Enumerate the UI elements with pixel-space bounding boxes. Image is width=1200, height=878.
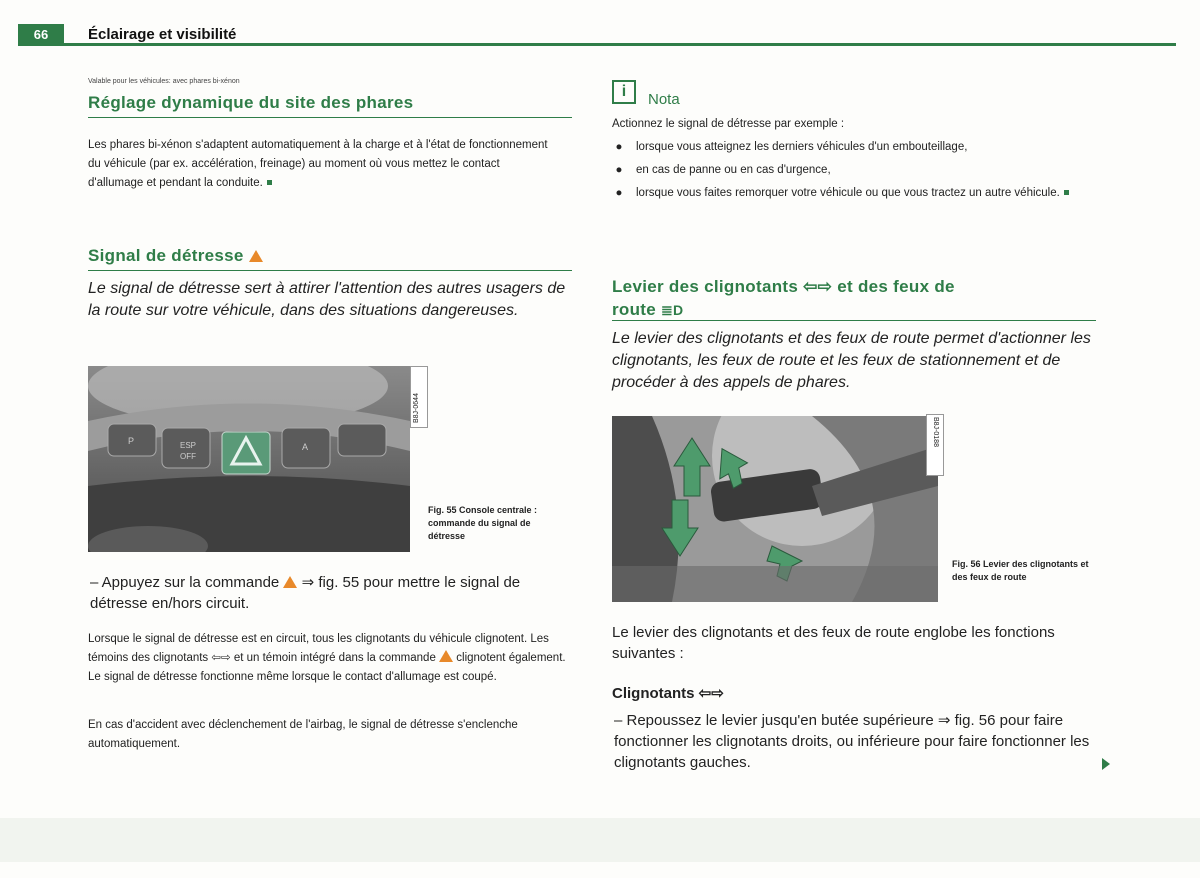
esp-top-label: ESP <box>180 441 197 450</box>
section-rule <box>612 320 1096 321</box>
park-label: P <box>128 436 135 446</box>
info-icon: i <box>612 80 636 104</box>
nota-label: Nota <box>648 91 680 108</box>
section-title-headlight-leveling: Réglage dynamique du site des phares <box>88 93 414 112</box>
section-title-turn-signal-lever: Levier des clignotants ⇦⇨ et des feux de route ≣D <box>612 277 955 319</box>
nota-bullet-list <box>612 138 1102 203</box>
section-title-hazard: Signal de détresse <box>88 246 263 266</box>
lever-lead-text: Le levier des clignotants et des feux de route permet d'actionner les clignotants, les feux de route et les feux de stationnement et de procéder à des appels de phares. <box>612 330 1091 391</box>
high-beam-icon: ≣D <box>661 302 684 318</box>
figure-56-code-box: B8J-0188 <box>926 414 944 476</box>
section-rule <box>88 117 572 118</box>
nota-intro: Actionnez le signal de détresse par exemple : <box>612 118 845 130</box>
hazard-paragraph-2: En cas d'accident avec déclenchement de l'airbag, le signal de détresse s'enclenche automatiquement. <box>88 719 518 750</box>
headlight-paragraph: Les phares bi-xénon s'adaptent automatiquement à la charge et à l'état de fonctionnement du véhicule (par ex. accélération, freinage) au moment où vous mettez le contact d'allumage et pendant la conduite. <box>88 139 548 189</box>
figure-55-image <box>88 366 410 552</box>
figure-55-code-box: B8J-0644 <box>410 366 428 428</box>
nota-bullet: ● lorsque vous atteignez les derniers véhicules d'un embouteillage, <box>615 141 968 153</box>
footer-band <box>0 818 1200 862</box>
turn-signal-instruction: – Repoussez le levier jusqu'en butée supérieure ⇒ fig. 56 pour faire fonctionner les clignotants droits, ou inférieure pour faire fonctionner les clignotants gauches. <box>614 712 1090 771</box>
lever-paragraph: Le levier des clignotants et des feux de route englobe les fonctions suivantes : <box>612 624 1055 662</box>
hazard-warning-icon <box>283 576 297 588</box>
page-number: 66 <box>18 24 64 46</box>
hazard-paragraph-1: Lorsque le signal de détresse est en circuit, tous les clignotants du véhicule clignotent. Les témoins des clignotants ⇦⇨ et un témoin intégré dans la commande clignotent également. Le signal de détresse fonctionne même lorsque le contact d'allumage est coupé. <box>88 633 566 683</box>
turn-signals-subheading: Clignotants ⇦⇨ <box>612 685 724 702</box>
ac-label: A <box>302 442 309 452</box>
hazard-lead-text: Le signal de détresse sert à attirer l'attention des autres usagers de la route sur votre véhicule, dans des situations dangereuses. <box>88 280 566 319</box>
figure-55-caption: Fig. 55 Console centrale : commande du signal de détresse <box>428 505 538 541</box>
continue-arrow-icon <box>1102 758 1110 770</box>
nota-bullet: ● lorsque vous faites remorquer votre véhicule ou que vous tractez un autre véhicule. <box>612 184 1102 203</box>
hazard-warning-icon <box>249 250 263 262</box>
applicability-note: Valable pour les véhicules: avec phares bi-xénon <box>88 78 240 85</box>
chapter-title: Éclairage et visibilité <box>88 26 237 43</box>
hazard-warning-icon <box>439 650 453 662</box>
header-rule <box>18 43 1176 46</box>
hazard-instruction: – Appuyez sur la commande ⇒ fig. 55 pour mettre le signal de détresse en/hors circuit. <box>90 574 521 612</box>
end-mark <box>267 180 272 185</box>
section-rule <box>88 270 572 271</box>
nota-bullet: ● en cas de panne ou en cas d'urgence, <box>615 164 831 176</box>
figure-56-image <box>612 416 938 602</box>
esp-bottom-label: OFF <box>180 452 196 461</box>
figure-56-caption: Fig. 56 Levier des clignotants et des feux de route <box>952 559 1089 582</box>
